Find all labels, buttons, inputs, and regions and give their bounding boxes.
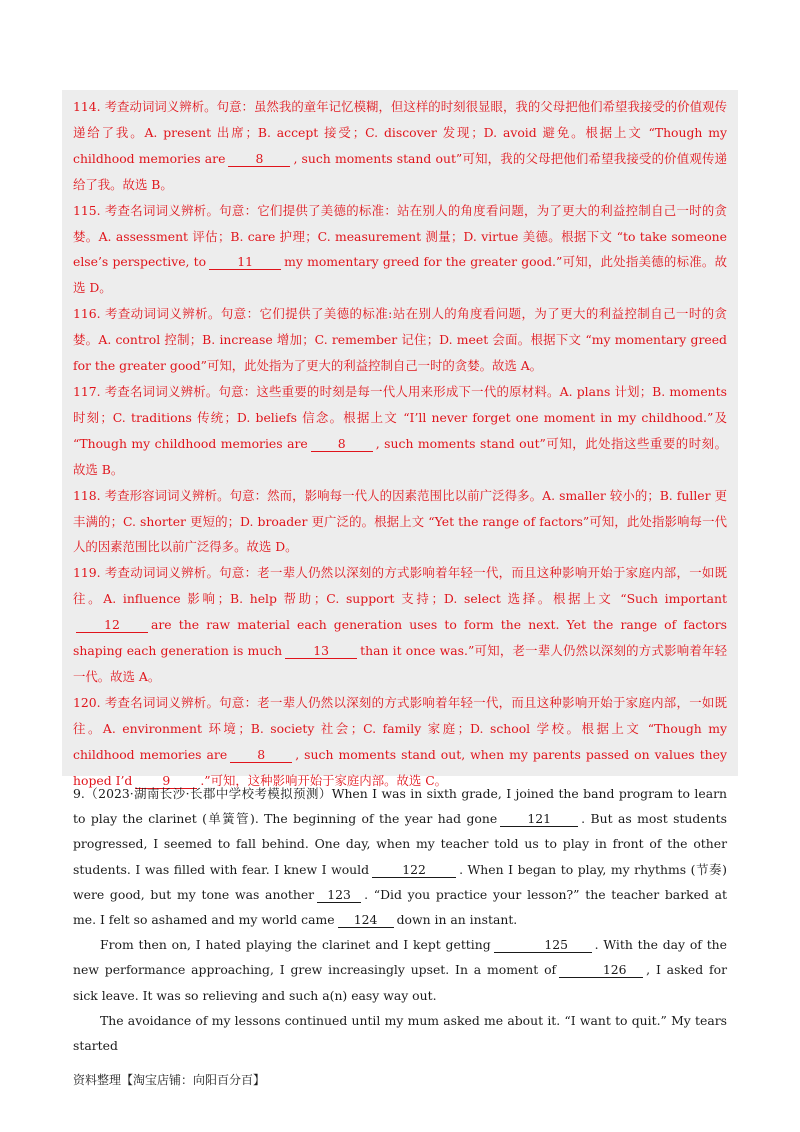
answer-120: 120. 考查名词词义辨析。句意：老一辈人仍然以深刻的方式影响着年轻一代，而且这种影响开始于家庭内部，一如既往。A. environment 环境；B. society 社会；C. family 家庭；D. school 学校。根据上文 “Though my childhood memories are 8 , such moments stand out, when my parents passed on values they hoped I’d 9 .”可知，这种影响开始于家庭内部。故选 C。	[73, 694, 727, 788]
blank-124: 124	[338, 913, 394, 928]
passage-paragraph-3: The avoidance of my lessons continued until my mum asked me about it. “I want to quit.” My tears started	[73, 1012, 727, 1054]
blank-122: 122	[372, 863, 456, 878]
cloze-passage	[73, 781, 727, 1058]
blank-13: 13	[285, 644, 357, 659]
answer-118: 118. 考查形容词词义辨析。句意：然而，影响每一代人的因素范围比以前广泛得多。A. smaller 较小的；B. fuller 更丰满的；C. shorter 更短的；D. broader 更广泛的。根据上文 “Yet the range of factors”可知，此处指影响每一代人的因素范围比以前广泛得多。故选 D。	[73, 487, 727, 555]
answer-117: 117. 考查名词词义辨析。句意：这些重要的时刻是每一代人用来形成下一代的原材料。A. plans 计划；B. moments 时刻；C. traditions 传统；D. beliefs 信念。根据上文 “I’ll never forget one moment in my childhood.”及 “Though my childhood memories are 8 , such moments stand out”可知，此处指这些重要的时刻。故选 B。	[73, 383, 728, 477]
answer-116: 116. 考查动词词义辨析。句意：它们提供了美德的标准:站在别人的角度看问题，为了更大的利益控制自己一时的贪婪。A. control 控制；B. increase 增加；C. remember 记住；D. meet 会面。根据下文 “my momentary greed for the greater good”可知，此处指为了更大的利益控制自己一时的贪婪。故选 A。	[73, 306, 727, 374]
blank-8: 8	[230, 748, 292, 763]
blank-123: 123	[317, 888, 361, 903]
blank-9: 9	[135, 774, 197, 789]
page-footer: 资料整理【淘宝店铺：向阳百分百】	[73, 1073, 266, 1087]
blank-126: 126	[559, 963, 643, 978]
blank-12: 12	[76, 618, 148, 633]
blank-8: 8	[311, 437, 373, 452]
passage-paragraph-1: 9.（2023·湖南长沙·长郡中学校考模拟预测）When I was in sixth grade, I joined the band program to learn to play the clarinet (单簧管). The beginning of the year had gone 121 . But as most students progressed, I seemed to fall behind. One day, when my teacher told us to play in front of the other students. I was filled with fear. I knew I would 122 . When I began to play, my rhythms (节奏) were good, but my tone was another 123 . “Did you practice your lesson?” the teacher barked at me. I felt so ashamed and my world came 124 down in an instant.	[73, 786, 727, 928]
blank-125: 125	[494, 938, 592, 953]
answer-115: 115. 考查名词词义辨析。句意：它们提供了美德的标准：站在别人的角度看问题，为了更大的利益控制自己一时的贪婪。A. assessment 评估；B. care 护理；C. measurement 测量；D. virtue 美德。根据下文 “to take someone else’s perspective, to 11 my momentary greed for the greater good.”可知，此处指美德的标准。故选 D。	[73, 202, 727, 296]
answer-explanations-panel	[62, 90, 738, 788]
passage-paragraph-2: From then on, I hated playing the clarinet and I kept getting 125 . With the day of the new performance approaching, I grew increasingly upset. In a moment of 126 , I asked for sick leave. It was so relieving and such a(n) easy way out.	[73, 937, 728, 1003]
blank-11: 11	[209, 255, 281, 270]
answer-114: 114. 考查动词词义辨析。句意：虽然我的童年记忆模糊，但这样的时刻很显眼，我的父母把他们希望我接受的价值观传递给了我。A. present 出席；B. accept 接受；C. discover 发现；D. avoid 避免。根据上文 “Though my childhood memories are 8 , such moments stand out”可知，我的父母把他们希望我接受的价值观传递给了我。故选 B。	[73, 99, 728, 192]
blank-121: 121	[500, 812, 578, 827]
blank-8: 8	[228, 152, 290, 167]
answer-119: 119. 考查动词词义辨析。句意：老一辈人仍然以深刻的方式影响着年轻一代，而且这种影响开始于家庭内部，一如既往。A. influence 影响；B. help 帮助；C. support 支持；D. select 选择。根据上文 “Such important12 are the raw material each generation uses to form the next. Yet the range of factors shaping each generation is much 13 than it once was.”可知，老一辈人仍然以深刻的方式影响着年轻一代。故选 A。	[73, 565, 728, 684]
